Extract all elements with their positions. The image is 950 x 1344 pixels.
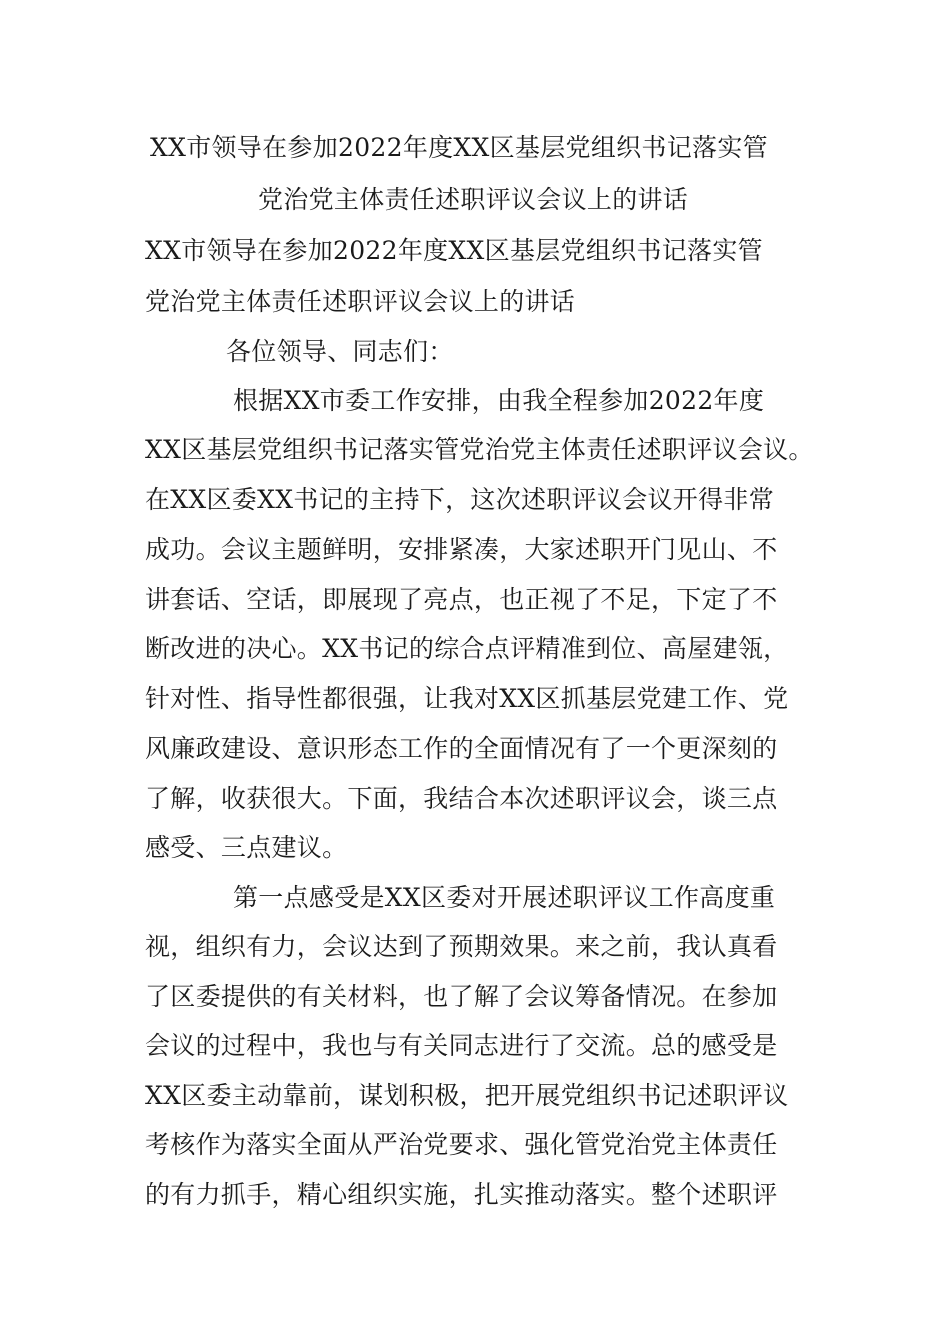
paragraph2-line: 了区委提供的有关材料，也了解了会议筹备情况。在参加	[145, 982, 778, 1011]
paragraph1-line: 讲套话、空话，即展现了亮点，也正视了不足，下定了不	[145, 585, 778, 614]
subtitle-line-1: XX市领导在参加2022年度XX区基层党组织书记落实管	[145, 236, 763, 265]
paragraph1-line: 在XX区委XX书记的主持下，这次述职评议会议开得非常	[145, 485, 774, 514]
paragraph2-line: XX区委主动靠前，谋划积极，把开展党组织书记述职评议	[145, 1081, 789, 1110]
paragraph2-line: 考核作为落实全面从严治党要求、强化管党治党主体责任	[145, 1130, 778, 1159]
paragraph2-line: 会议的过程中，我也与有关同志进行了交流。总的感受是	[145, 1031, 778, 1060]
subtitle-line-2: 党治党主体责任述职评议会议上的讲话	[145, 287, 576, 316]
paragraph2-line: 第一点感受是XX区委对开展述职评议工作高度重	[233, 883, 776, 912]
paragraph2-line: 的有力抓手，精心组织实施，扎实推动落实。整个述职评	[145, 1180, 778, 1209]
paragraph2-line: 视，组织有力，会议达到了预期效果。来之前，我认真看	[145, 932, 778, 961]
title-line-2: 党治党主体责任述职评议会议上的讲话	[258, 185, 689, 214]
paragraph1-line: 断改进的决心。XX书记的综合点评精准到位、高屋建瓴，	[145, 634, 789, 663]
paragraph1-line: 风廉政建设、意识形态工作的全面情况有了一个更深刻的	[145, 734, 778, 763]
paragraph1-line: 成功。会议主题鲜明，安排紧凑，大家述职开门见山、不	[145, 535, 778, 564]
paragraph1-line: XX区基层党组织书记落实管党治党主体责任述职评议会议。	[145, 435, 814, 464]
title-line-1: XX市领导在参加2022年度XX区基层党组织书记落实管	[150, 133, 768, 162]
paragraph1-line: 根据XX市委工作安排，由我全程参加2022年度	[233, 386, 765, 415]
paragraph1-line: 针对性、指导性都很强，让我对XX区抓基层党建工作、党	[145, 684, 789, 713]
paragraph1-line: 了解，收获很大。下面，我结合本次述职评议会，谈三点	[145, 784, 778, 813]
paragraph1-line: 感受、三点建议。	[145, 833, 348, 862]
greeting: 各位领导、同志们：	[226, 337, 454, 366]
